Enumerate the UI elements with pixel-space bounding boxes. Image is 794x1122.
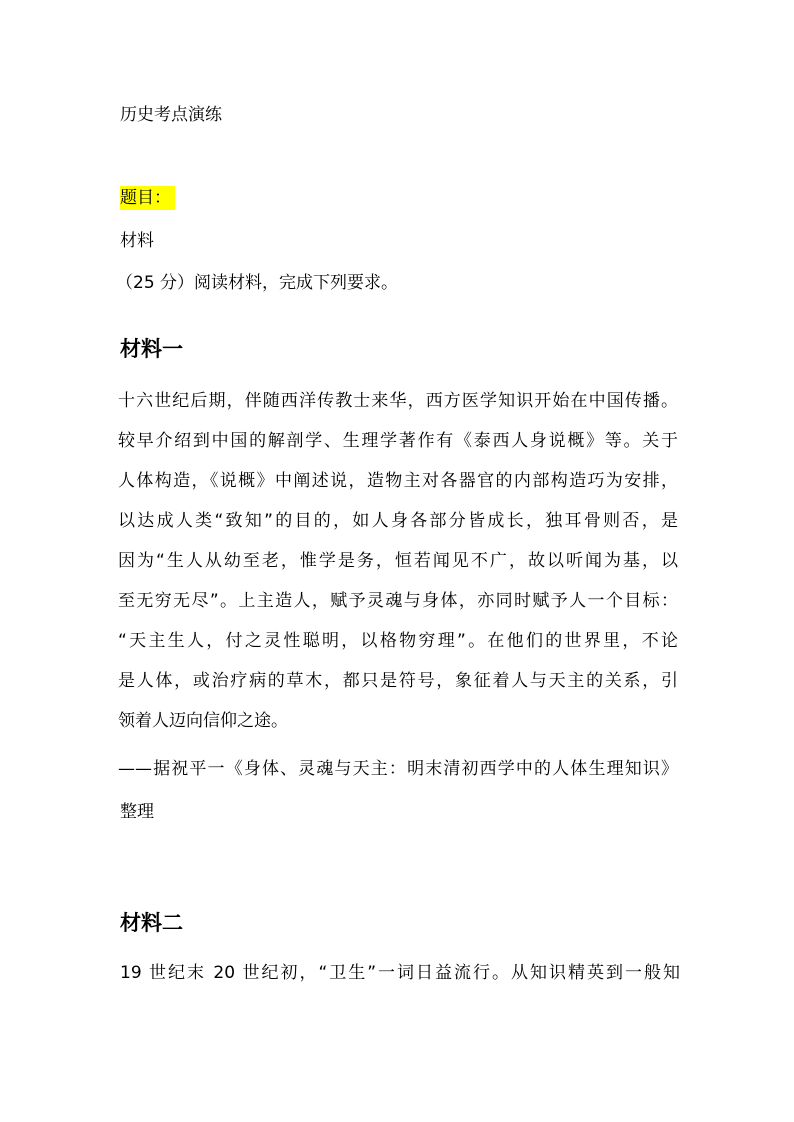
section1-heading: 材料一 xyxy=(120,337,183,361)
section1-source: ——据祝平一《身体、灵魂与天主：明末清初西学中的人体生理知识》 xyxy=(118,759,678,779)
section1-line: 人体构造，《说概》中阐述说，造物主对各器官的内部构造巧为安排， xyxy=(118,471,678,491)
section2-heading: 材料二 xyxy=(120,911,183,935)
section1-line: 以达成人类“致知”的目的，如人身各部分皆成长，独耳骨则否，是 xyxy=(118,511,678,531)
section1-line: 至无穷无尽”。上主造人，赋予灵魂与身体，亦同时赋予人一个目标： xyxy=(118,591,678,611)
section1-line: 领着人迈向信仰之途。 xyxy=(118,711,288,731)
document-title: 历史考点演练 xyxy=(120,105,222,125)
question-label-highlight: 题目： xyxy=(120,186,175,210)
section2-line: 19 世纪末 20 世纪初，“卫生”一词日益流行。从知识精英到一般知 xyxy=(120,963,680,983)
section1-source-end: 整理 xyxy=(120,802,154,822)
section1-line: 十六世纪后期，伴随西洋传教士来华，西方医学知识开始在中国传播。 xyxy=(118,391,678,411)
section1-line: 是人体，或治疗病的草木，都只是符号，象征着人与天主的关系，引 xyxy=(118,671,678,691)
question-label xyxy=(120,190,175,207)
section1-line: 因为“生人从幼至老，惟学是务，恒若闻见不广，故以听闻为基，以 xyxy=(118,551,678,571)
instruction-text: （25 分）阅读材料，完成下列要求。 xyxy=(116,273,399,293)
section1-line: “天主生人，付之灵性聪明，以格物穷理”。在他们的世界里，不论 xyxy=(118,631,678,651)
section1-line: 较早介绍到中国的解剖学、生理学著作有《泰西人身说概》等。关于 xyxy=(118,431,678,451)
material-label: 材料 xyxy=(120,231,154,251)
